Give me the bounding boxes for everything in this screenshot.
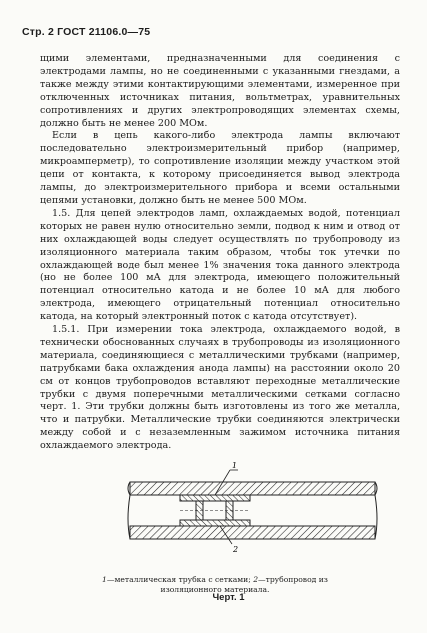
callout-2: 2 xyxy=(233,545,239,554)
metal-tube xyxy=(180,495,250,526)
figure-label-text: Черт. 1 xyxy=(212,592,245,603)
pipe-drawing xyxy=(120,462,385,572)
paragraph-2: Если в цепь какого-либо электрода лампы включают последовательно электроизмерительный прибор (например, микроамперметр), то сопротивление изоляции между участком этой цепи от контакта, к которому присоединяется вывод электрода лампы, до электроизмерительного прибора и всеми остальными цепями установки, должно быть не менее 500 МОм. xyxy=(40,130,400,206)
callout-1: 1 xyxy=(232,462,238,470)
caption-num-1: 1 xyxy=(102,575,107,584)
paragraph-3: 1.5. Для цепей электродов ламп, охлаждаемых водой, потенциал которых не равен нулю относительно земли, подвод к ним и отвод от них охлаждающей воды следует осуществлять по трубопроводу из изоляционного материала таким образом, чтобы ток утечки по охлаждающей воде был менее 1% значения тока данного электрода (но не более 100 мА для электрода, имеющего положительный потенциал относительно катода и не более 10 мА для любого электрода, имеющего отрицательный потенциал относительно катода, на который электронный поток с катода отсутствует). xyxy=(40,207,400,323)
caption-text-1: —металлическая трубка с сетками; xyxy=(106,575,254,584)
caption-text-2: —трубопровод из изоляционного материала. xyxy=(160,575,328,594)
body-text xyxy=(40,53,400,453)
paragraph-4: 1.5.1. При измерении тока электрода, охлаждаемого водой, в технически обоснованных случаях в трубопроводы из изоляционного материала, соединяющиеся с металлическими трубками (например, патрубками бака охлаждения анода лампы) на расстоянии около 20 см от концов трубопроводов вставляют переходные металлические трубки с двумя поперечными металлическими сетками согласно черт. 1. Эти трубки должны быть изготовлены из того же металла, что и патрубки. Металлические трубки соединяются электрически между собой и с незаземленным зажимом источника питания охлаждаемого электрода. xyxy=(40,324,400,452)
figure-label xyxy=(0,592,427,603)
insulating-pipe xyxy=(128,482,377,539)
paragraph-1: щими элементами, предназначенными для соединения с электродами лампы, но не соединенными с указанными гнездами, а также между этими контактирующими элементами, измеренное при отключенных источниках питания, вольтметрах, уравнительных сопротивлениях и других электропроводящих элементах схемы, должно быть не менее 200 МОм. xyxy=(40,53,400,129)
caption-num-2: 2 xyxy=(253,575,259,584)
page-header: Стр. 2 ГОСТ 21106.0—75 xyxy=(22,26,151,38)
